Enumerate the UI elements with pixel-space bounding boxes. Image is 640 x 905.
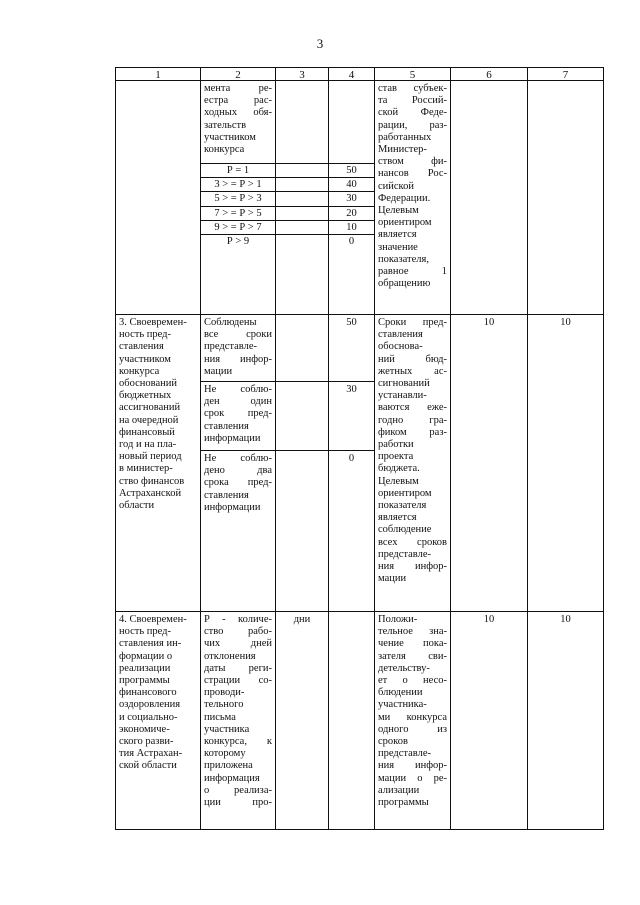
option-text: Соблюдены все сроки представле- ния инфор- мации [204, 317, 272, 377]
indicator-name: 4. Своевремен- ность пред- ставления ин- формации о реализации программы финансового оздоровления и социально- экономиче- ского разви- тия Астрахан- ской области [119, 614, 187, 772]
option-points: 30 [346, 384, 357, 395]
weight-col7: 10 [560, 317, 571, 328]
weight-col7: 10 [560, 614, 571, 625]
option-points: 50 [346, 317, 357, 328]
indicator-method-text: мента ре- естра рас- ходных обя- зательств участником конкурса [204, 83, 272, 156]
range-points: 40 [346, 179, 357, 190]
range-points: 20 [346, 208, 357, 219]
column-number: 6 [486, 69, 492, 81]
column-number: 4 [348, 69, 355, 81]
weight-col6: 10 [483, 317, 495, 328]
unit-label: дни [293, 614, 311, 625]
range-label: Р = 1 [226, 165, 250, 176]
range-label: 7 > = Р > 5 [214, 208, 262, 219]
indicator-name: 3. Своевремен- ность пред- ставления участником конкурса обоснований бюджетных ассигнований на очередной финансовый год и на пла- новый период в министер- ство финансов Астраханской области [119, 317, 187, 512]
range-points: 0 [348, 236, 355, 247]
column-number: 7 [562, 69, 569, 81]
page-number: 3 [316, 36, 324, 51]
indicator-comment: став субъек- та Россий- ской Феде- рации, раз- работанных Министер- ством фи- нансов Рос- сийской Федерации. Целевым ориентиром является значение показателя, равное 1 обращению [378, 83, 447, 290]
option-text: Не соблю- дено два срока пред- ставления информации [204, 453, 272, 513]
indicator-method-text: Р - количе- ство рабо- чих дней отклонения даты реги- страции со- проводи- тельного письма участника конкурса, к которому приложена информация о реализа- ции про- [204, 614, 272, 809]
column-number: 5 [409, 69, 416, 81]
option-text: Не соблю- ден один срок пред- ставления информации [204, 384, 272, 444]
column-number: 3 [299, 69, 305, 81]
range-points: 10 [346, 222, 357, 233]
range-points: 50 [346, 165, 357, 176]
indicator-comment: Положи- тельное зна- чение пока- зателя сви- детельству- ет о несо- блюдении участника- ми конкурса одного из сроков представле- ния инфор- мации о ре- ализации программы [378, 614, 447, 809]
column-number: 1 [155, 69, 161, 81]
indicator-comment: Сроки пред- ставления обоснова- ний бюд- жетных ас- сигнований устанавли- ваются еже- годно гра- фиком раз- работки проекта бюджета. Целевым ориентиром показателя является соблюдение всех сроков представле- ния инфор- мации [378, 317, 447, 585]
weight-col6: 10 [483, 614, 495, 625]
range-label: Р > 9 [226, 236, 250, 247]
range-label: 5 > = Р > 3 [214, 193, 262, 204]
range-points: 30 [346, 193, 357, 204]
option-points: 0 [348, 453, 355, 464]
range-label: 9 > = Р > 7 [214, 222, 262, 233]
range-label: 3 > = Р > 1 [214, 179, 262, 190]
column-number: 2 [235, 69, 241, 81]
